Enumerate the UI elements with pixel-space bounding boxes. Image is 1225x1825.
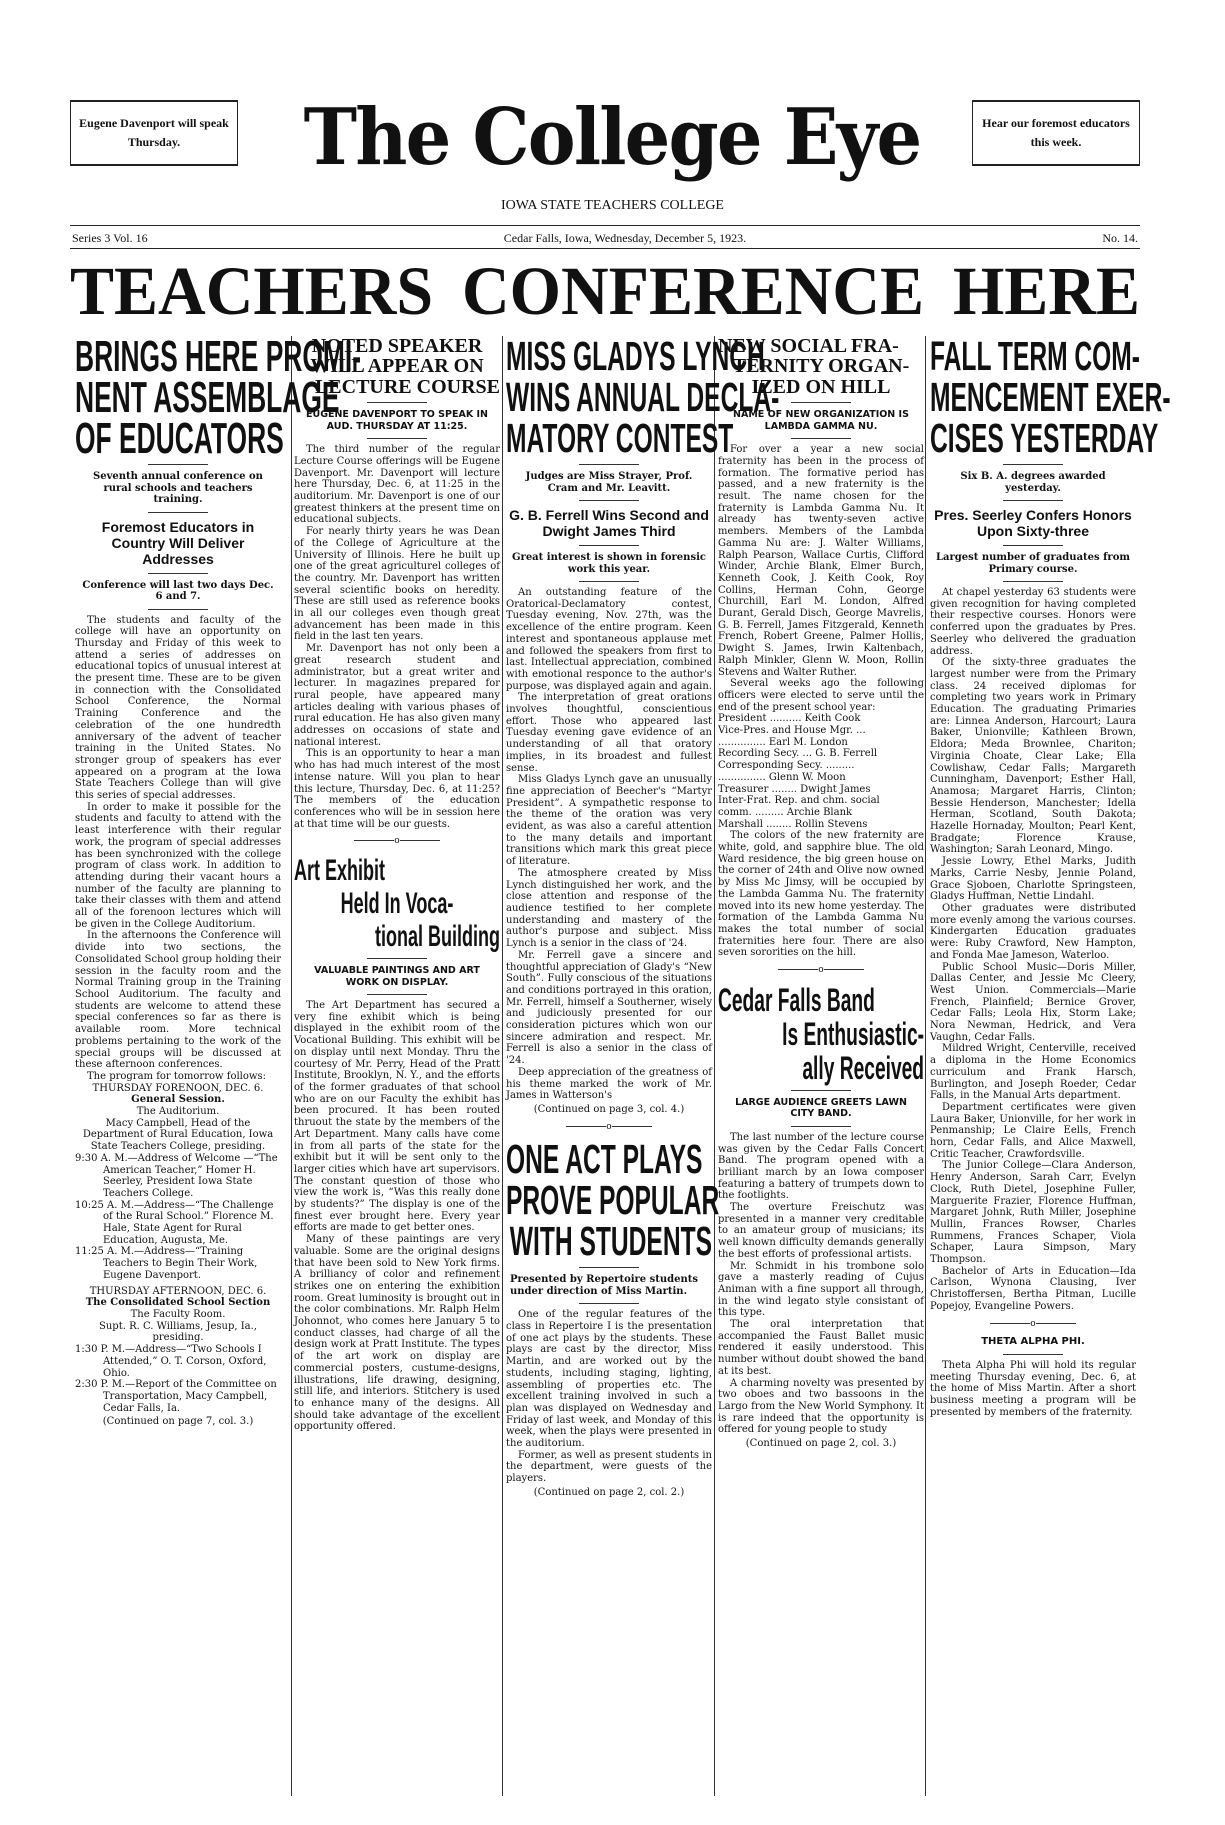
paragraph: The Junior College—Clara Anderson, Henry Anderson, Sarah Carr, Evelyn Clock, Ruth Dietel, Josephine Fuller, Marguerite Frazier, Florence Huffman, Margaret Johnk, Ruth Miller, Josephine Mullin, Frances Rowser, Charles Rummens, Frances Schaper, Viola Schaper, Laura Simpson, Mary Thompson. (930, 1160, 1136, 1266)
program-session: General Session. (131, 1094, 225, 1106)
column-rule (502, 336, 503, 1796)
paragraph: Mr. Schmidt in his trombone solo gave a masterly reading of Cujus Animan with a fine support all through, in the wind legato style consistant of this type. (718, 1260, 924, 1319)
paragraph: For over a year a new social fraternity has been in the process of formation. The formative period has passed, and a new fraternity is the result. The name chosen for the fraternity is Lambda Gamma Nu. It already has twenty-seven active members. Members of the Lambda Gamma Nu are: J. Walter Williams, Ralph Pearson, Wallace Curtis, Clifford Winder, Archie Blank, Elmer Burch, Kenneth Cook, J. Keith Cook, Roy Collins, Herman Cohn, George Churchill, Earl M. London, Alfred Durant, Gerald Disch, George Mavrelis, G. B. Ferrell, James Fitzgerald, Kenneth French, Robert Greene, Palmer Hollis, Dwight S. James, Irwin Kaltenbach, Ralph Minkler, Glenn W. Moon, Rollin Stevens and Walter Ruther. (718, 444, 924, 678)
headline-line: Art Exhibit (294, 854, 386, 888)
divider (1003, 500, 1063, 501)
headline-line: FALL TERM COM- (930, 333, 1140, 379)
program-heading: THURSDAY FORENOON, DEC. 6. (92, 1082, 264, 1094)
officer-line: ............... Glenn W. Moon (718, 771, 846, 783)
article-body (294, 444, 500, 830)
paragraph: This is an opportunity to hear a man who has had much interest of the most intense nature. Will you plan to hear this lecture, Thursday, Dec. 6, at 11:25? The members of the education conferences who will be in session here at that time will be our guests. (294, 748, 500, 830)
program-place: The Faculty Room. (130, 1308, 226, 1320)
paragraph: Mr. Ferrell gave a sincere and thoughtful appreciation of Glady's “New South”. Fully conscious of the situations and conditions portrayed in this oration, Mr. Ferrell, himself a Southerner, wisely and judiciously presented for our consideration pictures which won our sincere admiration and respect. Mr. Ferrell is also a senior in the class of '24. (506, 949, 712, 1067)
paragraph: The interpretation of great orations involves thoughtful, conscientious effort. Those who appeared last Tuesday evening gave evidence of an understanding of all that oratory implies, in its broadest and fullest sense. (506, 692, 712, 774)
paragraph: Several weeks ago the following officers were elected to serve until the end of the present school year: (718, 678, 924, 713)
headline-line: NEW SOCIAL FRA- (718, 335, 899, 357)
article-body (930, 1360, 1136, 1419)
column-rule (291, 336, 292, 1796)
institution-name: IOWA STATE TEACHERS COLLEGE (500, 198, 724, 213)
paragraph: For nearly thirty years he was Dean of the College of Agriculture at the University of Illinois. Here he built up one of the great agriculturel colleges of the country. Mr. Davenport has written several scientific books on heredity. These are still used as reference books in all our colleges even though great advancement has been made in this field in the last ten years. (294, 526, 500, 643)
date-place: Cedar Falls, Iowa, Wednesday, December 5, 1923. (503, 231, 747, 245)
divider (367, 402, 427, 403)
headline-line: MISS GLADYS LYNCH (506, 333, 765, 379)
divider (1003, 545, 1063, 546)
divider (148, 512, 208, 513)
paragraph: Miss Gladys Lynch gave an unusually fine appreciation of Beecher's “Martyr President”. A sympathetic response to the theme of the oration was very evident, as was also a careful attention to the many details and important transitions which mark this great piece of literature. (506, 774, 712, 868)
paragraph: Other graduates were distributed more evenly among the various courses. Kindergarten Education graduates were: Ruby Crawford, New Hampton, and Fonda Mae Jameson, Waterloo. (930, 902, 1136, 961)
officer-line: comm. ......... Archie Blank (718, 806, 853, 818)
paragraph: The program for tomorrow follows: (87, 1070, 266, 1082)
article-body (718, 444, 924, 713)
paragraph: Theta Alpha Phi will hold its regular meeting Thursday evening, Dec. 6, at the home of Miss Martin. After a short business meeting a program will be presented by members of the fraternity. (930, 1359, 1136, 1418)
headline-line: CISES YESTERDAY (930, 415, 1159, 461)
officer-line: Corresponding Secy. ......... (718, 760, 855, 772)
paragraph: The atmosphere created by Miss Lynch distinguished her work, and the close attention and response of the audience testified to her complete understanding and mastery of the author's purpose and subject. Miss Lynch is a senior in the class of '24. (506, 867, 712, 950)
officer-line: Treasurer ........ Dwight James (718, 783, 871, 795)
subheadline: NAME OF NEW ORGANIZATION IS LAMBDA GAMMA NU. (733, 409, 909, 432)
headline (718, 336, 924, 397)
banner-word: HERE (952, 253, 1140, 330)
subheadline: VALUABLE PAINTINGS AND ART WORK ON DISPLAY. (314, 965, 480, 988)
ear-text: Hear our foremost educators this week. (982, 116, 1130, 149)
subheadline: EUGENE DAVENPORT TO SPEAK IN AUD. THURSDAY AT 11:25. (305, 409, 488, 432)
article-body (718, 830, 924, 959)
headline-line: MENCEMENT EXER- (930, 374, 1171, 420)
divider: o (718, 965, 924, 977)
paragraph: A charming novelty was presented by two oboes and two bassoons in the Largo from the New World Symphony. It is rare indeed that the opportunity is offered for young people to study (718, 1377, 924, 1436)
banner-headline (70, 248, 1140, 336)
headline-line: Cedar Falls Band (718, 981, 875, 1018)
headline (506, 1136, 720, 1265)
divider (791, 1126, 851, 1127)
headline-line: ONE ACT PLAYS (506, 1136, 703, 1183)
continued-note: (Continued on page 7, col. 3.) (102, 1416, 254, 1428)
continued-note: (Continued on page 3, col. 4.) (533, 1103, 685, 1115)
paragraph: An outstanding feature of the Oratorical-Declamatory contest, Tuesday evening, Nov. 27th, was the excellence of the entire program. Keen interest and spontaneous applause met and followed the speakers from first to last. Intellectual appreciation, combined with emotional responce to the author's purpose, was displayed again and again. (506, 587, 712, 692)
ear-text: Eugene Davenport will speak Thursday. (79, 116, 229, 149)
paragraph: The oral interpretation that accompanied the Faust Ballet music rendered it easily understood. This number without doubt showed the band at its best. (718, 1319, 924, 1377)
divider (367, 994, 427, 995)
paragraph: The colors of the new fraternity are white, gold, and sapphire blue. The old Ward residence, the big green house on the corner of 24th and Olive now owned by Miss Mc Jimsy, will be occupied by the Lambda Gamma Nu. The fraternity moved into its new home yesterday. The formation of the Lambda Gamma Nu makes the total number of social fraternities here four. There are also seven sororities on the hill. (718, 830, 924, 959)
article-body (930, 587, 1136, 1313)
divider (367, 438, 427, 439)
dateline-bar (72, 231, 1138, 246)
column-rule (925, 336, 926, 1796)
headline (506, 333, 780, 461)
officer-line: ............... Earl M. London (718, 736, 848, 748)
newspaper-title: The College Eye (303, 92, 921, 183)
divider (791, 402, 851, 403)
officer-line: Marshall ........ Rollin Stevens (718, 818, 868, 830)
issue-number: No. 14. (1102, 231, 1138, 245)
divider (579, 464, 639, 465)
headline: THETA ALPHA PHI. (981, 1336, 1085, 1348)
headline-line: MATORY CONTEST (506, 415, 734, 461)
program-items (75, 1344, 281, 1414)
program-item: 2:30 P. M.—Report of the Committee on Transportation, Macy Campbell, Cedar Falls, Ia. (75, 1379, 277, 1414)
subheadline: Judges are Miss Strayer, Prof. Cram and Mr. Leavitt. (525, 471, 693, 494)
divider (1003, 464, 1063, 465)
program-session: The Consolidated School Section (85, 1297, 271, 1309)
program-item: 9:30 A. M.—Address of Welcome —“The American Teacher,” Homer H. Seerley, President Iowa State Teachers College. (75, 1152, 278, 1199)
right-ear-box (972, 100, 1140, 166)
divider (579, 1267, 639, 1268)
divider (148, 609, 208, 610)
subheadline: Foremost Educators in Country Will Deliver Addresses (101, 518, 255, 567)
paragraph: The overture Freischutz was presented in a manner very creditable to an amateur group of musicians; its well known difficulty demands generally the best efforts of professional artists. (718, 1202, 924, 1260)
subheadline: Great interest is shown in forensic work this year. (512, 552, 706, 575)
subheadline: Seventh annual conference on rural schools and teachers training. (93, 471, 263, 505)
headline-line: Is Enthusiastic- (782, 1015, 925, 1052)
headline-line: NENT ASSEMBLAGE (75, 373, 340, 422)
paragraph: In order to make it possible for the students and faculty to attend with the least interference with their regular work, the program of special addresses has been synchronized with the college program of class work. In addition to attending during their vacant hours a number of the faculty are planning to take their classes with them and attend all of the forenoon lectures which will be given in the College Auditorium. (75, 801, 281, 930)
divider (70, 225, 1140, 226)
program-item: 1:30 P. M.—Address—“Two Schools I Attended,” O. T. Corson, Oxford, Ohio. (75, 1344, 267, 1379)
divider (579, 545, 639, 546)
program-presiding: Macy Campbell, Head of the Department of Rural Education, Iowa State Teachers College, presiding. (82, 1117, 274, 1153)
paragraph: The last number of the lecture course was given by the Cedar Falls Concert Band. The program opened with a brilliant march by an Iowa composer featuring a battery of trumpets down to the footlights. (718, 1131, 924, 1202)
headline-line: LECTURE COURSE (314, 375, 500, 398)
banner-word: CONFERENCE (462, 253, 925, 330)
article-fraternity (718, 336, 924, 1450)
program-heading: THURSDAY AFTERNOON, DEC. 6. (89, 1285, 267, 1297)
article-body (75, 615, 281, 1083)
banner-word: TEACHERS (70, 253, 434, 330)
headline-line: WINS ANNUAL DECLA- (506, 374, 780, 420)
headline-line: tional Building (375, 920, 501, 954)
subheadline: Six B. A. degrees awarded yesterday. (960, 471, 1106, 494)
headline-line: Held In Voca- (340, 887, 454, 921)
subheadline: G. B. Ferrell Wins Second and Dwight James Third (509, 507, 709, 539)
program-presiding: Supt. R. C. Williams, Jesup, Ia., presiding. (99, 1320, 257, 1344)
paragraph: Department certificates were given Laura Baker, Unionville, for her work in Penmanship; Le Claire Eells, French horn, Cedar Falls, and Alice Maxwell, Critic Teacher, Crawfordsville. (930, 1101, 1136, 1160)
headline (75, 332, 362, 463)
article-body (718, 1132, 924, 1436)
divider (1003, 1354, 1063, 1355)
paragraph: Public School Music—Doris Miller, Dallas Center, and Jessie Mc Cleery, West Union. Commercials—Marie French, Plainfield; Bernice Grover, Cedar Falls; Leola Hix, Storm Lake; Nora Newman, Hedrick, and Vera Vaughn, Cedar Falls. (930, 961, 1136, 1043)
article-declamatory (506, 333, 780, 1499)
paragraph: In the afternoons the Conference will divide into two sections, the Consolidated School group holding their session in the faculty room and the Normal Training group in the Training School Auditorium. The faculty and students are welcome to attend these special conferences so far as there is available room. More technical problems pertaining to the work of the special groups will be discussed at these afternoon conferences. (75, 930, 281, 1071)
headline-line: WILL APPEAR ON (310, 355, 484, 378)
headline-line: OF EDUCATORS (75, 414, 284, 463)
subheadline: Presented by Repertoire students under direction of Miss Martin. (510, 1274, 699, 1297)
paragraph: The students and faculty of the college will have an opportunity on Thursday and Friday of this week to attend a series of addresses on educational topics of unusual interest at the present time. These are to be given in connection with the Consolidated School Conference, the Normal Training Conference and the celebration of the one hundredth anniversary of the advent of teacher training in the United States. No stronger group of speakers has ever appeared on a program at the Iowa State Teachers College than will give this series of special addresses. (75, 614, 281, 802)
program-item: 11:25 A. M.—Address—“Training Teachers to Begin Their Work, Eugene Davenport. (75, 1246, 258, 1281)
divider: o (506, 1122, 712, 1134)
divider (579, 500, 639, 501)
headline-line: TERNITY ORGAN- (732, 355, 910, 378)
paragraph: Mildred Wright, Centerville, received a diploma in the Home Economics curriculum and Frank Harsch, Burlington, and Joseph Roeder, Cedar Falls, in the Manual Arts department. (930, 1043, 1136, 1102)
paragraph: Former, as well as present students in the department, were guests of the players. (506, 1449, 712, 1485)
divider (579, 1303, 639, 1304)
divider (579, 581, 639, 582)
paragraph: Of the sixty-three graduates the largest number were from the Primary class. 24 received diplomas for completing two years work in Primary Education. The graduating Primaries are: Linnea Anderson, Harcourt; Laura Baker, Unionville; Kathleen Brown, Eldora; Meda Brownlee, Chariton; Virginia Choate, Clear Lake; Ella Cowlishaw, Cedar Falls; Margareth Cunningham, Davenport; Esther Hall, Anamosa; Margaret Harris, Clinton; Bessie Henderson, Manchester; Idella Herman, Scotland, South Dakota; Hazelle Hornaday, Moulton; Pearl Kent, Bradgate; Florence Krause, Washington; Sarah Leonard, Mingo. (930, 657, 1136, 856)
headline-line: PROVE POPULAR (506, 1177, 720, 1224)
divider: o (930, 1319, 1136, 1331)
paragraph: The Art Department has secured a very fine exhibit which is being displayed in the exhibit room of the Vocational Building. This exhibit will be on display until next Monday. Thru the courtesy of Mr. Perry, Head of the Pratt Institute, Brooklyn, N. Y., and the efforts of the former graduates of that school who are on our Faculty the exhibit has been procured. It has been routed thruout the state by the members of the Art Department. Many calls have come in from all parts of the state for the exhibit but it will be sent only to the larger cities which have art supervisors. The constant question of those who view the work is, “Was this really done by students?” The display is one of the finest ever brought here. Every year efforts are made to get better ones. (294, 1000, 500, 1234)
divider (791, 438, 851, 439)
series-volume: Series 3 Vol. 16 (72, 231, 148, 245)
program-item: 10:25 A. M.—Address—“The Challenge of the Rural School.” Florence M. Hale, State Agent for Rural Education, Augusta, Me. (75, 1199, 274, 1246)
headline (930, 333, 1171, 461)
officer-line: Recording Secy. ... G. B. Ferrell (718, 748, 878, 760)
divider (148, 573, 208, 574)
paragraph: The third number of the regular Lecture Course offerings will be Eugene Davenport. Mr. Davenport will lecture here Thursday, Dec. 6, at 11:25 in the auditorium. Mr. Davenport is one of our greatest thinkers at the present time on educational subjects. (294, 444, 500, 526)
headline-line: ally Received (802, 1049, 925, 1086)
program-place: The Auditorium. (136, 1106, 220, 1118)
continued-note: (Continued on page 2, col. 2.) (533, 1486, 685, 1498)
paragraph: At chapel yesterday 63 students were given recognition for having completed their respective courses. Honors were conferred upon the graduates by Pres. Seerley who delivered the graduation address. (930, 587, 1136, 657)
divider: o (294, 836, 500, 848)
paragraph: Jessie Lowry, Ethel Marks, Judith Marks, Carrie Nesby, Jennie Poland, Grace Sjoboen, Charlotte Springsteen, Gladys Huffman, Nettie Lindahl. (930, 856, 1136, 903)
headline (294, 336, 500, 397)
headline (294, 854, 500, 953)
divider (148, 464, 208, 465)
headline-line: BRINGS HERE PROMI- (75, 332, 362, 381)
headline-line: NOTED SPEAKER (311, 335, 483, 357)
subheadline: Pres. Seerley Confers Honors Upon Sixty-three (934, 507, 1132, 539)
headline-line: IZED ON HILL (751, 375, 891, 398)
paragraph: Deep appreciation of the greatness of his theme marked the work of Mr. James in Watterson's (506, 1066, 712, 1102)
left-ear-box (70, 100, 238, 166)
officer-line: Inter-Frat. Rep. and chm. social (718, 795, 880, 807)
article-commencement (930, 333, 1171, 1418)
divider (791, 1090, 851, 1091)
officer-list (718, 713, 924, 830)
paragraph: Mr. Davenport has not only been a great research student and administrator, but a great writer and lecturer. In magazines prepared for rural people, have appeared many articles dealing with various phases of rural education. He has also given many addresses on occasions of state and national interest. (294, 643, 500, 748)
program-items (75, 1153, 281, 1282)
headline (718, 983, 924, 1085)
subheadline: Largest number of graduates from Primary course. (936, 552, 1130, 575)
paragraph: Many of these paintings are very valuable. Some are the original designs that have been sold to New York firms. A brilliancy of color and refinement strikes one on entering the exhibition room. Great luminosity is brought out in the color combinations. Mr. Ralph Helm Johonnot, who comes here January 5 to conduct classes, had charge of all the design work at Pratt Institute. The types of the art work on display are commercial posters, custume-designs, illustrations, life drawing, designing, still life, and interiors. Stitchery is used to enhance many of the designs. All should take advantage of the excellent opportunity offered. (294, 1234, 500, 1433)
subheadline: LARGE AUDIENCE GREETS LAWN CITY BAND. (735, 1096, 907, 1120)
divider (1003, 581, 1063, 582)
article-body (294, 1000, 500, 1433)
article-body (506, 1309, 712, 1485)
headline-line: WITH STUDENTS (509, 1218, 713, 1265)
divider (367, 958, 427, 959)
officer-line: Vice-Pres. and House Mgr. ... (718, 725, 866, 737)
continued-note: (Continued on page 2, col. 3.) (745, 1438, 897, 1450)
column-rule (714, 336, 715, 1796)
paragraph: One of the regular features of the class in Repertoire I is the presentation of one act plays by the students. These plays are cast by the director, Miss Martin, and are worked out by the students, including staging, lighting, assembling of properties etc. The excellent training involved in such a plan was displayed on Wednesday and Friday of last week, and Monday of this week, when the plays were presented in the auditorium. (506, 1309, 712, 1450)
article-body (506, 587, 712, 1102)
article-speaker (294, 336, 500, 1433)
subheadline: Conference will last two days Dec. 6 and 7. (82, 579, 274, 602)
program-schedule (75, 1083, 281, 1415)
officer-line: President .......... Keith Cook (718, 713, 861, 725)
paragraph: Bachelor of Arts in Education—Ida Carlson, Wynona Clausing, Iver Christoffersen, Bertha Pitman, Lucille Popejoy, Evangeline Powers. (930, 1265, 1136, 1312)
